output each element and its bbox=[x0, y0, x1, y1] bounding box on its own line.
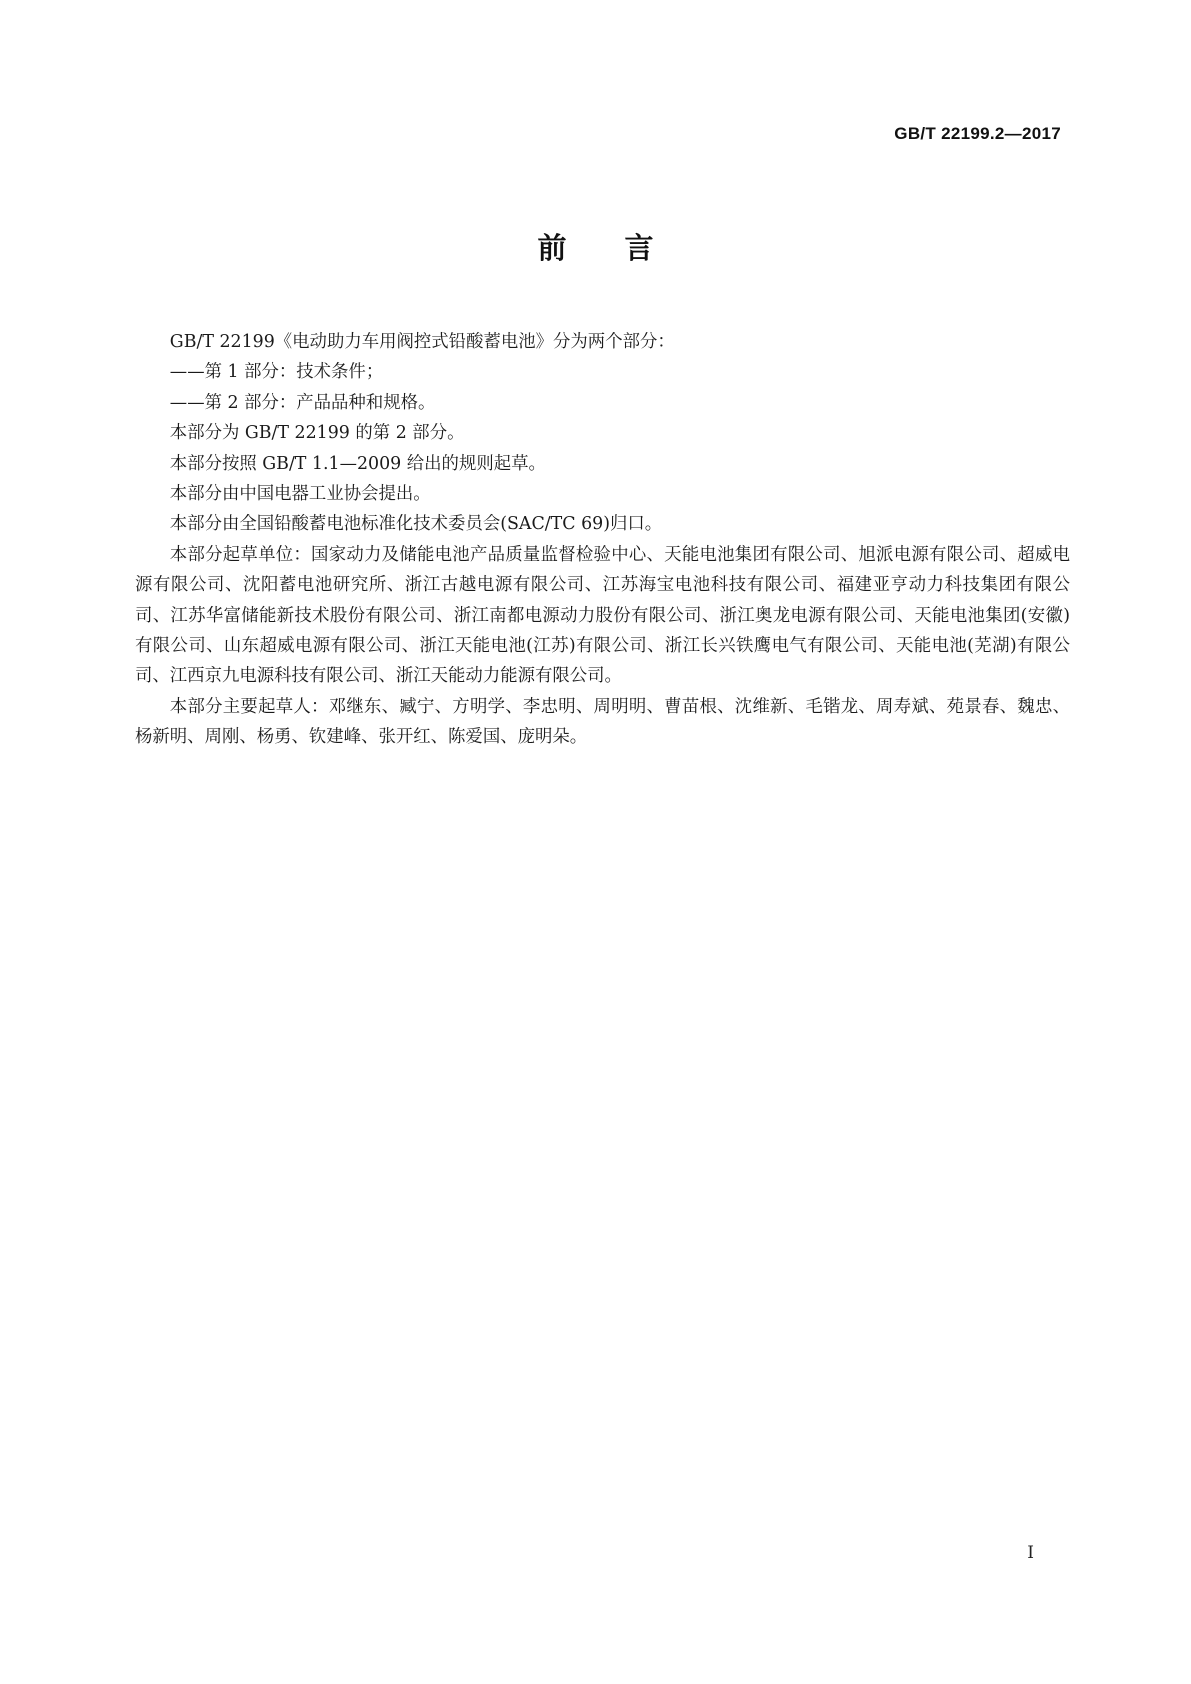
page-title: 前言 bbox=[537, 231, 712, 265]
intro-paragraph: GB/T 22199《电动助力车用阀控式铅酸蓄电池》分为两个部分： bbox=[169, 332, 675, 352]
foreword-body bbox=[135, 327, 1070, 753]
standard-number: GB/T 22199.2—2017 bbox=[894, 124, 1061, 143]
proposer-paragraph: 本部分由中国电器工业协会提出。 bbox=[169, 484, 431, 505]
part-statement-paragraph: 本部分为 GB/T 22199 的第 2 部分。 bbox=[169, 423, 465, 444]
drafting-rules-paragraph: 本部分按照 GB/T 1.1—2009 给出的规则起草。 bbox=[169, 453, 546, 474]
drafting-units-paragraph: 本部分起草单位：国家动力及储能电池产品质量监督检验中心、天能电池集团有限公司、旭派电源有限公司、超威电源有限公司、沈阳蓄电池研究所、浙江古越电源有限公司、江苏海宝电池科技有限公司、福建亚亨动力科技集团有限公司、江苏华富储能新技术股份有限公司、浙江南都电源动力股份有限公司、浙江奥龙电源有限公司、天能电池集团(安徽)有限公司、山东超威电源有限公司、浙江天能电池(江苏)有限公司、浙江长兴铁鹰电气有限公司、天能电池(芜湖)有限公司、江西京九电源科技有限公司、浙江天能动力能源有限公司。 bbox=[135, 544, 1070, 687]
page-number: I bbox=[1027, 1543, 1034, 1563]
drafters-paragraph: 本部分主要起草人：邓继东、臧宁、方明学、李忠明、周明明、曹苗根、沈维新、毛锴龙、周寿斌、苑景春、魏忠、杨新明、周刚、杨勇、钦建峰、张开红、陈爱国、庞明朵。 bbox=[135, 696, 1070, 748]
centralized-by-paragraph: 本部分由全国铅酸蓄电池标准化技术委员会(SAC/TC 69)归口。 bbox=[169, 514, 663, 535]
part-2-item: ——第 2 部分：产品品种和规格。 bbox=[169, 392, 436, 413]
part-1-item: ——第 1 部分：技术条件； bbox=[169, 362, 384, 383]
